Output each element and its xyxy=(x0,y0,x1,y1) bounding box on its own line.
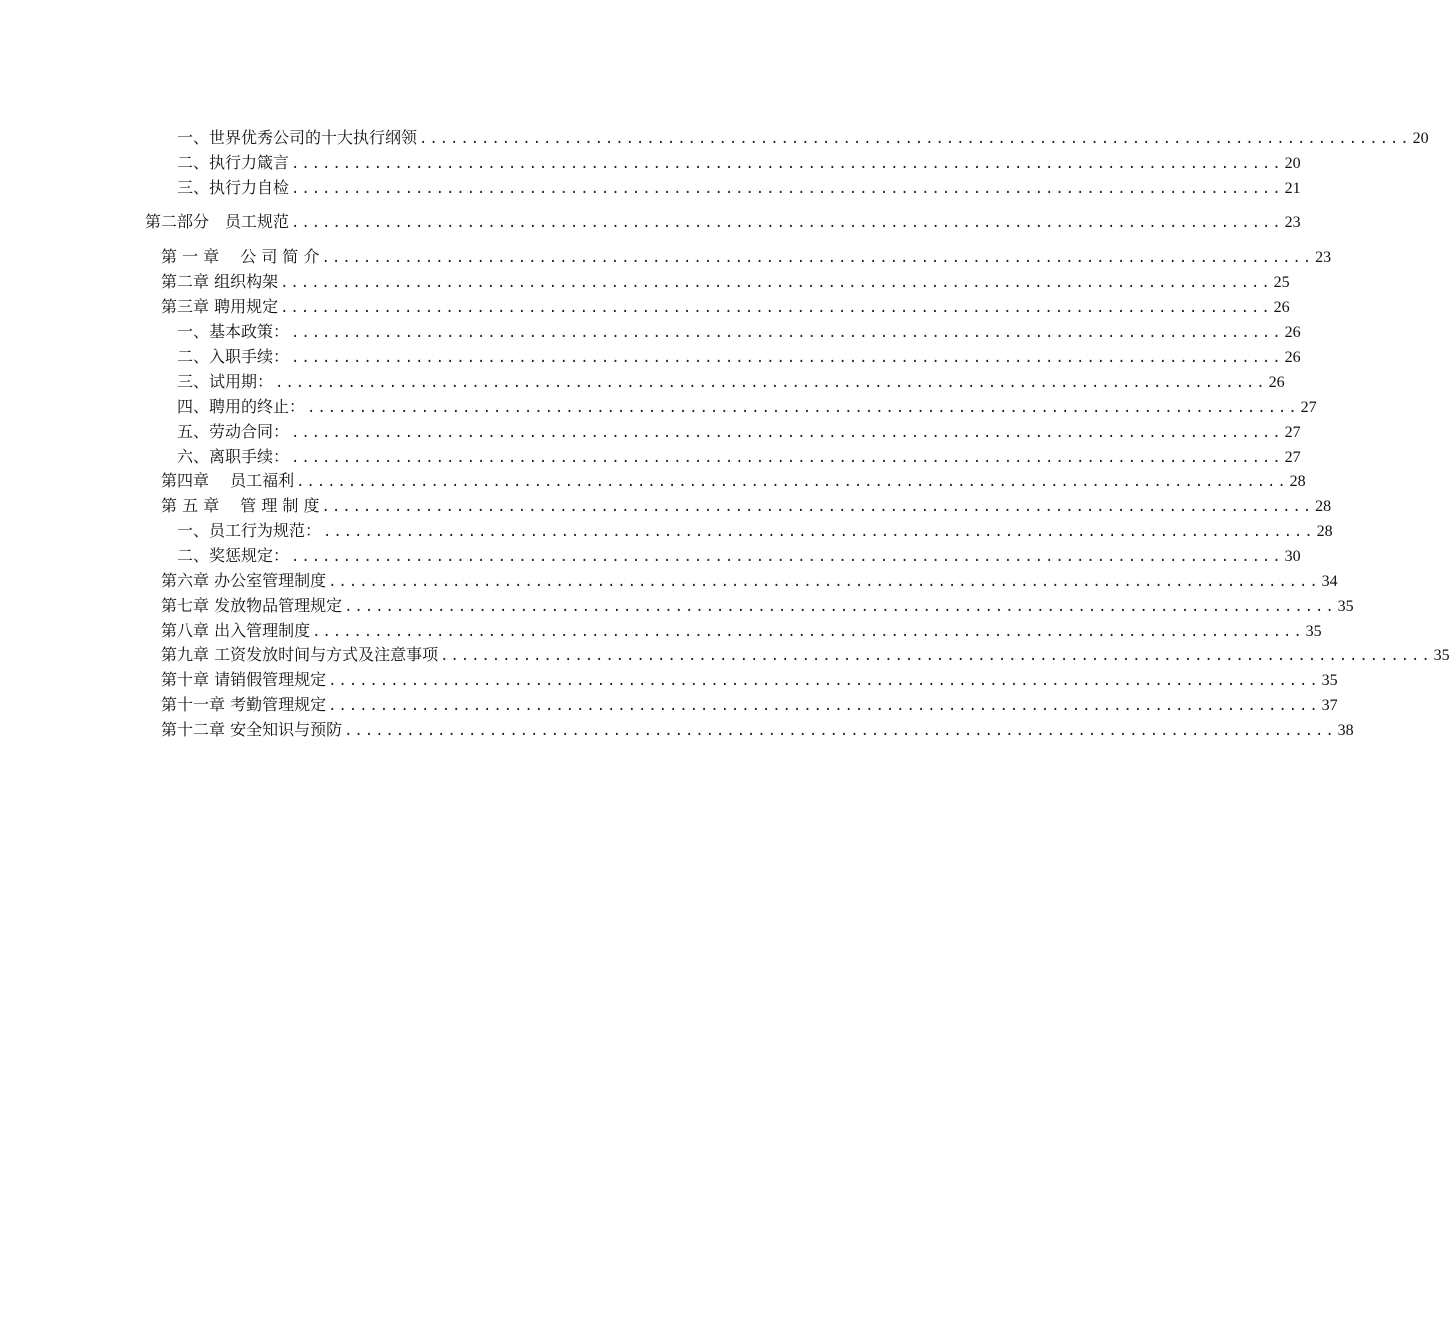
toc-dot-leader: ................................................................................................ xyxy=(291,450,1283,466)
toc-section-entry[interactable] xyxy=(177,370,1285,394)
toc-dot-leader: ................................................................................................ xyxy=(291,425,1283,441)
toc-page-number: 28 xyxy=(1315,498,1332,515)
toc-entry-title: 三、试用期： xyxy=(177,372,274,391)
toc-dot-leader: ................................................................................................ xyxy=(328,574,1320,590)
toc-section-entry[interactable] xyxy=(177,519,1333,543)
toc-chapter-entry[interactable] xyxy=(161,594,1354,618)
toc-entry-title: 四、聘用的终止： xyxy=(177,397,306,416)
toc-section-entry[interactable] xyxy=(177,320,1301,344)
toc-entry-title: 第七章 发放物品管理规定 xyxy=(161,596,343,615)
toc-entry-title: 第四章 员工福利 xyxy=(161,471,295,490)
toc-chapter-entry[interactable] xyxy=(161,643,1450,667)
toc-entry-title: 第十章 请销假管理规定 xyxy=(161,670,327,689)
toc-chapter-entry[interactable] xyxy=(161,693,1338,717)
toc-entry[interactable] xyxy=(177,176,1301,200)
toc-page-number: 27 xyxy=(1284,449,1301,466)
toc-dot-leader: ................................................................................................ xyxy=(328,698,1320,714)
toc-dot-leader: ................................................................................................ xyxy=(291,350,1283,366)
toc-page-number: 26 xyxy=(1284,324,1301,341)
toc-dot-leader: ................................................................................................ xyxy=(344,723,1336,739)
toc-dot-leader: ................................................................................................ xyxy=(280,275,1272,291)
toc-page-number: 20 xyxy=(1412,130,1429,147)
toc-dot-leader: ................................................................................................ xyxy=(344,599,1336,615)
toc-dot-leader: ................................................................................................ xyxy=(440,648,1432,664)
toc-entry-title: 五、劳动合同： xyxy=(177,422,290,441)
toc-page-number: 27 xyxy=(1300,399,1317,416)
toc-page-number: 25 xyxy=(1273,274,1290,291)
toc-page-number: 38 xyxy=(1337,722,1354,739)
toc-chapter-entry[interactable] xyxy=(161,718,1354,742)
toc-page-number: 34 xyxy=(1321,573,1338,590)
toc-chapter-entry[interactable] xyxy=(161,619,1322,643)
toc-entry-title: 一、世界优秀公司的十大执行纲领 xyxy=(177,128,418,147)
toc-section-entry[interactable] xyxy=(177,544,1301,568)
toc-dot-leader: ................................................................................................ xyxy=(291,325,1283,341)
toc-page-number: 35 xyxy=(1321,672,1338,689)
toc-dot-leader: ................................................................................................ xyxy=(321,499,1314,515)
toc-page-number: 37 xyxy=(1321,697,1338,714)
toc-page-number: 27 xyxy=(1284,424,1301,441)
toc-dot-leader: ................................................................................................ xyxy=(312,624,1304,640)
toc-page-number: 35 xyxy=(1305,623,1322,640)
toc-dot-leader: ................................................................................................ xyxy=(275,375,1267,391)
toc-entry-title: 二、奖惩规定： xyxy=(177,546,290,565)
toc-section-entry[interactable] xyxy=(177,420,1301,444)
toc-page-number: 20 xyxy=(1284,155,1301,172)
toc-entry-title: 第二部分 员工规范 xyxy=(145,212,290,231)
toc-chapter-entry[interactable] xyxy=(161,295,1290,319)
toc-dot-leader: ................................................................................................ xyxy=(291,156,1283,172)
toc-page-number: 26 xyxy=(1268,374,1285,391)
toc-chapter-entry[interactable] xyxy=(161,245,1332,269)
toc-page-number: 26 xyxy=(1284,349,1301,366)
toc-chapter-entry[interactable] xyxy=(161,494,1332,518)
toc-entry-title: 一、基本政策： xyxy=(177,322,290,341)
toc-chapter-entry[interactable] xyxy=(161,469,1306,493)
toc-entry-title: 二、入职手续： xyxy=(177,347,290,366)
toc-entry-title: 第十一章 考勤管理规定 xyxy=(161,695,327,714)
toc-dot-leader: ................................................................................................ xyxy=(328,673,1320,689)
toc-chapter-entry[interactable] xyxy=(161,668,1338,692)
toc-dot-leader: ................................................................................................ xyxy=(280,300,1272,316)
toc-entry-title: 第九章 工资发放时间与方式及注意事项 xyxy=(161,645,439,664)
toc-entry-title: 二、执行力箴言 xyxy=(177,153,290,172)
toc-dot-leader: ................................................................................................ xyxy=(291,215,1283,231)
toc-entry-title: 三、执行力自检 xyxy=(177,178,290,197)
toc-section-entry[interactable] xyxy=(177,345,1301,369)
toc-entry-title: 第三章 聘用规定 xyxy=(161,297,279,316)
toc-dot-leader: ................................................................................................ xyxy=(296,474,1288,490)
toc-entry-title: 第二章 组织构架 xyxy=(161,272,279,291)
toc-entry-title: 第十二章 安全知识与预防 xyxy=(161,720,343,739)
toc-entry[interactable] xyxy=(177,126,1429,150)
toc-entry-title: 一、员工行为规范： xyxy=(177,521,322,540)
toc-dot-leader: ................................................................................................ xyxy=(307,400,1299,416)
toc-part-entry[interactable] xyxy=(145,210,1301,234)
toc-entry-title: 第八章 出入管理制度 xyxy=(161,621,311,640)
toc-entry-title: 六、离职手续： xyxy=(177,447,290,466)
toc-section-entry[interactable] xyxy=(177,445,1301,469)
toc-page-number: 28 xyxy=(1289,473,1306,490)
toc-dot-leader: ................................................................................................ xyxy=(291,181,1283,197)
toc-dot-leader: ................................................................................................ xyxy=(291,549,1283,565)
toc-entry-title: 第六章 办公室管理制度 xyxy=(161,571,327,590)
toc-page-number: 35 xyxy=(1337,598,1354,615)
toc-entry-title: 第 一 章 公 司 简 介 xyxy=(161,247,320,266)
toc-page-number: 26 xyxy=(1273,299,1290,316)
toc-dot-leader: ................................................................................................ xyxy=(419,131,1411,147)
toc-entry-title: 第 五 章 管 理 制 度 xyxy=(161,496,320,515)
toc-page-number: 23 xyxy=(1315,249,1332,266)
toc-section-entry[interactable] xyxy=(177,395,1317,419)
toc-chapter-entry[interactable] xyxy=(161,270,1290,294)
toc-dot-leader: ................................................................................................ xyxy=(323,524,1315,540)
toc-page-number: 21 xyxy=(1284,180,1301,197)
toc-chapter-entry[interactable] xyxy=(161,569,1338,593)
toc-page-number: 28 xyxy=(1316,523,1333,540)
toc-page-number: 35 xyxy=(1433,647,1450,664)
toc-page-number: 23 xyxy=(1284,214,1301,231)
toc-page-number: 30 xyxy=(1284,548,1301,565)
toc-entry[interactable] xyxy=(177,151,1301,175)
toc-dot-leader: ................................................................................................ xyxy=(321,250,1314,266)
